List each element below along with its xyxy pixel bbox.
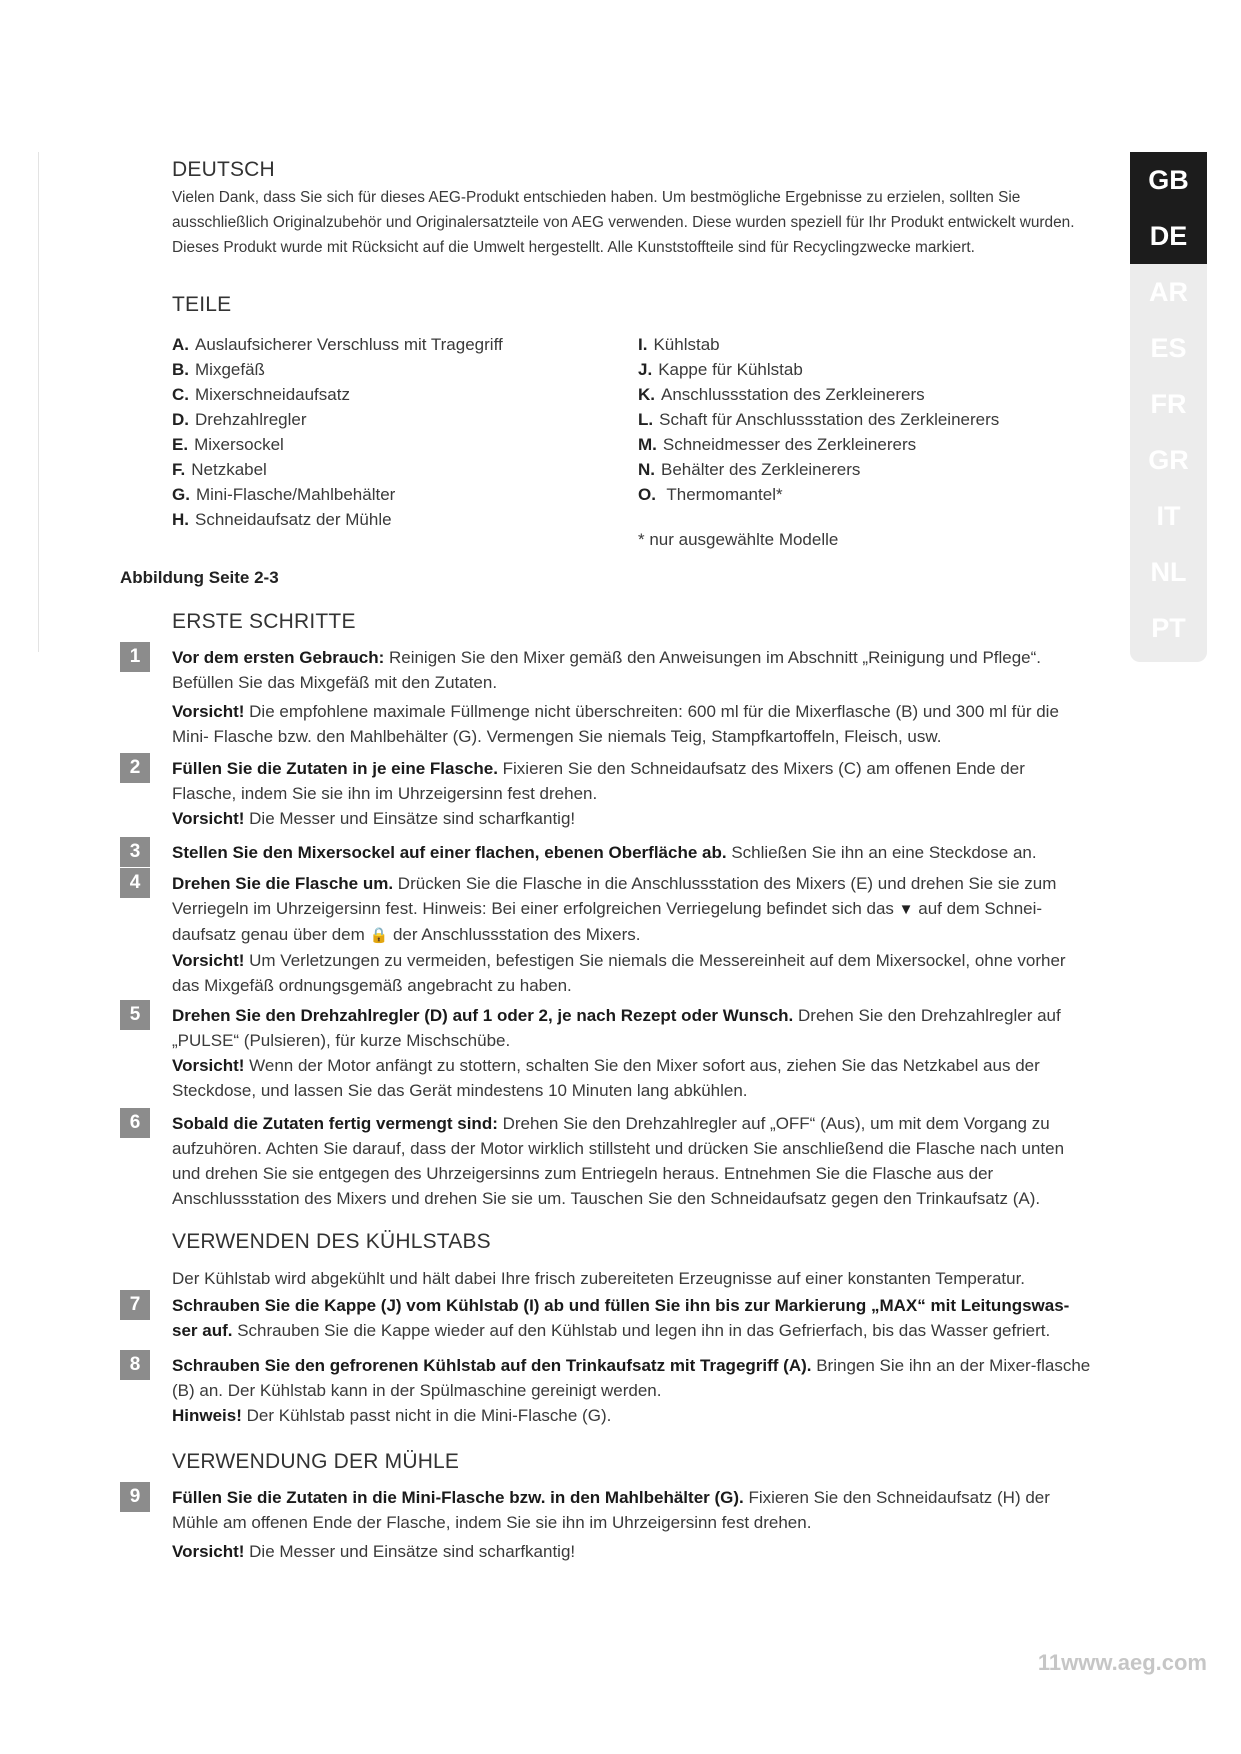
list-item: J. Kappe für Kühlstab [638, 360, 803, 379]
list-item: K. Anschlussstation des Zerkleinerers [638, 385, 925, 404]
lang-tab-gb[interactable]: GB [1130, 152, 1207, 208]
lang-tab-fr[interactable]: FR [1150, 388, 1187, 419]
page-title: DEUTSCH [172, 158, 275, 181]
intro-paragraph: Vielen Dank, dass Sie sich für dieses AEG-Produkt entschieden haben. Um bestmögliche Ergebnisse zu erzielen, sollten Sie ausschließlich Originalzubehör und Originalersatzteile von AEG verwenden. Diese wurden speziell für Ihr Produkt entwickelt wurden. Dieses Produkt wurde mit Rücksicht auf die Umwelt hergestellt. Alle Kunststoffteile sind für Recyclingzwecke markiert. [172, 189, 1075, 256]
list-item: A. Auslaufsicherer Verschluss mit Tragegriff [172, 335, 503, 354]
step-number-2: 2 [120, 753, 150, 783]
language-tabs [1130, 152, 1207, 662]
triangle-marker-icon: ▼ [898, 901, 914, 918]
parts-list-right [638, 332, 999, 507]
figure-reference: Abbildung Seite 2-3 [120, 568, 279, 587]
grinder-heading: VERWENDUNG DER MÜHLE [172, 1450, 460, 1473]
lang-tab-it[interactable]: IT [1156, 500, 1181, 531]
step-3-text: Stellen Sie den Mixersockel auf einer flachen, ebenen Oberfläche ab. Schließen Sie ihn an eine Steckdose an. [172, 843, 1037, 862]
step-number-1: 1 [120, 642, 150, 672]
margin-rule [38, 152, 39, 652]
step-number-4: 4 [120, 868, 150, 898]
page-footer-url: 11www.aeg.com [1037, 1650, 1207, 1675]
cooling-intro: Der Kühlstab wird abgekühlt und hält dabei Ihre frisch zubereiteten Erzeugnisse auf einer konstanten Temperatur. [172, 1269, 1026, 1288]
step-9-text: Füllen Sie die Zutaten in die Mini-Flasche bzw. in den Mahlbehälter (G). Fixieren Sie den Schneidaufsatz (H) der Mühle am offenen Ende der Flasche, indem Sie sie ihn im Uhrzeigersinn fest drehen. Vorsicht! Die Messer und Einsätze sind scharfkantig! [172, 1488, 1050, 1561]
list-item: F. Netzkabel [172, 460, 267, 479]
list-item: E. Mixersockel [172, 435, 284, 454]
list-item: N. Behälter des Zerkleinerers [638, 460, 861, 479]
step-5-text: Drehen Sie den Drehzahlregler (D) auf 1 oder 2, je nach Rezept oder Wunsch. Drehen Sie den Drehzahlregler auf „PULSE“ (Pulsieren), für kurze Mischschübe. Vorsicht! Wenn der Motor anfängt zu stottern, schalten Sie den Mixer sofort aus, ziehen Sie das Netzkabel aus der Steckdose, und lassen Sie das Gerät mindestens 10 Minuten lang abkühlen. [172, 1006, 1061, 1100]
step-1-text: Vor dem ersten Gebrauch: Reinigen Sie den Mixer gemäß den Anweisungen im Abschnitt „Reinigung und Pflege“. Befüllen Sie das Mixgefäß mit den Zutaten. Vorsicht! Die empfohlene maximale Füllmenge nicht überschreiten: 600 ml für die Mixerflasche (B) und 300 ml für die Mini- Flasche bzw. den Mahlbehälter (G). Vermengen Sie niemals Teig, Stampfkartoffeln, Fleisch, usw. [172, 648, 1059, 746]
list-item: M. Schneidmesser des Zerkleinerers [638, 435, 917, 454]
list-item: L. Schaft für Anschlussstation des Zerkleinerers [638, 410, 1000, 429]
step-number-8: 8 [120, 1350, 150, 1380]
getting-started-heading: ERSTE SCHRITTE [172, 610, 356, 633]
lock-icon: 🔒 [369, 927, 389, 944]
step-6-text: Sobald die Zutaten fertig vermengt sind: Drehen Sie den Drehzahlregler auf „OFF“ (Aus), um mit dem Vorgang zu aufzuhören. Achten Sie darauf, dass der Motor wirklich stillsteht und drücken Sie anschließend die Flasche nach unten und drehen Sie sie entgegen des Uhrzeigersinns zum Entriegeln heraus. Entnehmen Sie die Flasche aus der Anschlussstation des Mixers und drehen Sie sie um. Tauschen Sie den Schneidaufsatz gegen den Trinkaufsatz (A). [172, 1114, 1065, 1208]
step-number-9: 9 [120, 1482, 150, 1512]
parts-list-left [172, 332, 503, 532]
step-number-6: 6 [120, 1108, 150, 1138]
lang-tab-de[interactable]: DE [1130, 208, 1207, 264]
parts-footnote: * nur ausgewählte Modelle [638, 530, 839, 549]
step-8-text: Schrauben Sie den gefrorenen Kühlstab auf den Trinkaufsatz mit Tragegriff (A). Bringen Sie ihn an der Mixer-flasche (B) an. Der Kühlstab kann in der Spülmaschine gereinigt werden. Hinweis! Der Kühlstab passt nicht in die Mini-Flasche (G). [172, 1356, 1091, 1425]
list-item: G. Mini-Flasche/Mahlbehälter [172, 485, 396, 504]
list-item: O. Thermomantel* [638, 485, 783, 504]
list-item: D. Drehzahlregler [172, 410, 307, 429]
step-number-3: 3 [120, 837, 150, 867]
list-item: B. Mixgefäß [172, 360, 265, 379]
lang-tab-ar[interactable]: AR [1149, 276, 1188, 307]
list-item: C. Mixerschneidaufsatz [172, 385, 350, 404]
step-4-text: Drehen Sie die Flasche um. Drücken Sie die Flasche in die Anschlussstation des Mixers (E) und drehen Sie sie zum Verriegeln im Uhrzeigersinn fest. Hinweis: Bei einer erfolgreichen Verriegelung befindet sich das ▼ auf dem Schnei-daufsatz genau über dem 🔒 der Anschlussstation des Mixers. Vorsicht! Um Verletzungen zu vermeiden, befestigen Sie niemals die Messereinheit auf dem Mixersockel, ohne vorher das Mixgefäß ordnungsgemäß angebracht zu haben. [172, 874, 1066, 995]
list-item: I. Kühlstab [638, 335, 720, 354]
cooling-stick-heading: VERWENDEN DES KÜHLSTABS [172, 1230, 491, 1253]
lang-tab-nl[interactable]: NL [1150, 556, 1187, 587]
lang-tab-es[interactable]: ES [1150, 332, 1187, 363]
step-2-text: Füllen Sie die Zutaten in je eine Flasche. Fixieren Sie den Schneidaufsatz des Mixers (C) am offenen Ende der Flasche, indem Sie sie ihn im Uhrzeigersinn fest drehen. Vorsicht! Die Messer und Einsätze sind scharfkantig! [172, 759, 1025, 828]
list-item: H. Schneidaufsatz der Mühle [172, 510, 392, 529]
step-number-7: 7 [120, 1290, 150, 1320]
lang-tab-gr[interactable]: GR [1148, 444, 1189, 475]
lang-tab-pt[interactable]: PT [1151, 612, 1186, 643]
step-7-text: Schrauben Sie die Kappe (J) vom Kühlstab (I) ab und füllen Sie ihn bis zur Markierung „MAX“ mit Leitungswas-ser auf. Schrauben Sie die Kappe wieder auf den Kühlstab und legen ihn in das Gefrierfach, bis das Wasser gefriert. [172, 1296, 1070, 1340]
step-number-5: 5 [120, 1000, 150, 1030]
parts-heading: TEILE [172, 293, 232, 316]
